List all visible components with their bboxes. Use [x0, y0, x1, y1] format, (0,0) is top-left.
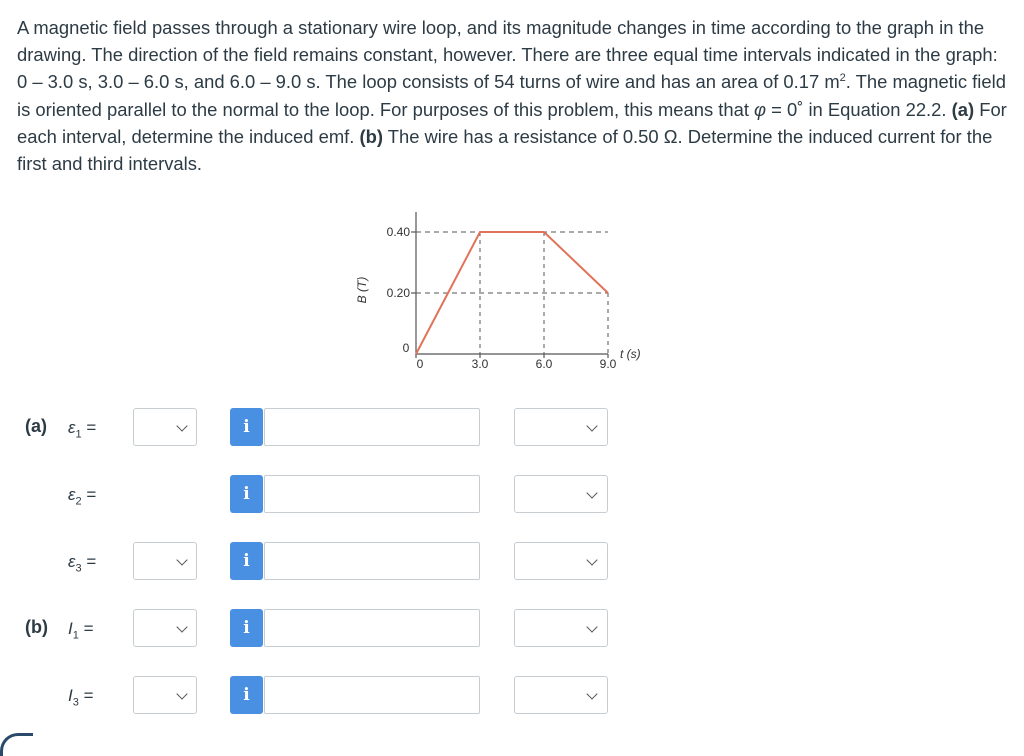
chevron-down-icon: [586, 420, 597, 431]
current3-answer-input[interactable]: [264, 676, 480, 714]
part-a-label: (a): [25, 416, 47, 437]
current1-answer-input[interactable]: [264, 609, 480, 647]
emf2-label: $\varepsilon_2$ =: [68, 485, 96, 507]
x-tick-label: 9.0: [600, 357, 617, 371]
chevron-down-icon: [586, 621, 597, 632]
emf1-sign-select[interactable]: [133, 408, 197, 446]
current1-label: $I_1$ =: [68, 619, 94, 641]
row-emf3: [0, 541, 1024, 583]
y-axis-label: B (T): [355, 277, 369, 304]
info-icon[interactable]: i: [230, 542, 263, 580]
x-tick-label: 6.0: [536, 357, 553, 371]
y-tick-label: 0.40: [387, 225, 411, 239]
chevron-down-icon: [176, 420, 187, 431]
info-icon[interactable]: i: [230, 609, 263, 647]
row-emf2: [0, 474, 1024, 516]
chevron-down-icon: [176, 621, 187, 632]
x-axis-label: t (s): [620, 347, 641, 361]
info-icon[interactable]: i: [230, 408, 263, 446]
chevron-down-icon: [176, 554, 187, 565]
emf3-label: $\varepsilon_3$ =: [68, 552, 96, 574]
part-a-marker: (a): [952, 99, 974, 120]
part-b-marker: (b): [359, 126, 382, 147]
part-b-label: (b): [25, 617, 48, 638]
current1-sign-select[interactable]: [133, 609, 197, 647]
magnetic-field-graph: [330, 200, 660, 380]
row-current1: [0, 608, 1024, 650]
chevron-down-icon: [586, 554, 597, 565]
y-tick-label: 0.20: [387, 286, 411, 300]
emf3-answer-input[interactable]: [264, 542, 480, 580]
emf1-unit-select[interactable]: [514, 408, 608, 446]
emf2-answer-input[interactable]: [264, 475, 480, 513]
info-icon[interactable]: i: [230, 676, 263, 714]
emf3-unit-select[interactable]: [514, 542, 608, 580]
x-tick-label: 3.0: [472, 357, 489, 371]
current1-unit-select[interactable]: [514, 609, 608, 647]
info-icon[interactable]: i: [230, 475, 263, 513]
x-tick-label: 0: [417, 357, 424, 371]
emf2-unit-select[interactable]: [514, 475, 608, 513]
y-tick-label: 0: [403, 341, 410, 355]
chevron-down-icon: [586, 487, 597, 498]
emf1-answer-input[interactable]: [264, 408, 480, 446]
phi-symbol: φ: [754, 99, 766, 120]
corner-decoration: [0, 733, 33, 756]
current3-label: $I_3$ =: [68, 686, 94, 708]
row-current3: [0, 675, 1024, 717]
problem-statement: A magnetic field passes through a stationary wire loop, and its magnitude changes in time according to the graph in the drawing. The direction of the field remains constant, however. There are three equal time intervals indicated in the graph: 0 – 3.0 s, 3.0 – 6.0 s, and 6.0 – 9.0 s. The loop consists of 54 turns of wire and has an area of 0.17 $m^2$. The magnetic field is oriented parallel to the normal to the loop. For purposes of this problem, this means that φ = 0˚ in Equation 22.2. (a) For each interval, determine the induced emf. (b) The wire has a resistance of 0.50 Ω. Determine the induced current for the first and third intervals.: [17, 14, 1007, 177]
emf1-label: $\varepsilon_1$ =: [68, 418, 96, 440]
current3-sign-select[interactable]: [133, 676, 197, 714]
emf3-sign-select[interactable]: [133, 542, 197, 580]
chevron-down-icon: [586, 688, 597, 699]
current3-unit-select[interactable]: [514, 676, 608, 714]
row-emf1: [0, 407, 1024, 449]
chevron-down-icon: [176, 688, 187, 699]
